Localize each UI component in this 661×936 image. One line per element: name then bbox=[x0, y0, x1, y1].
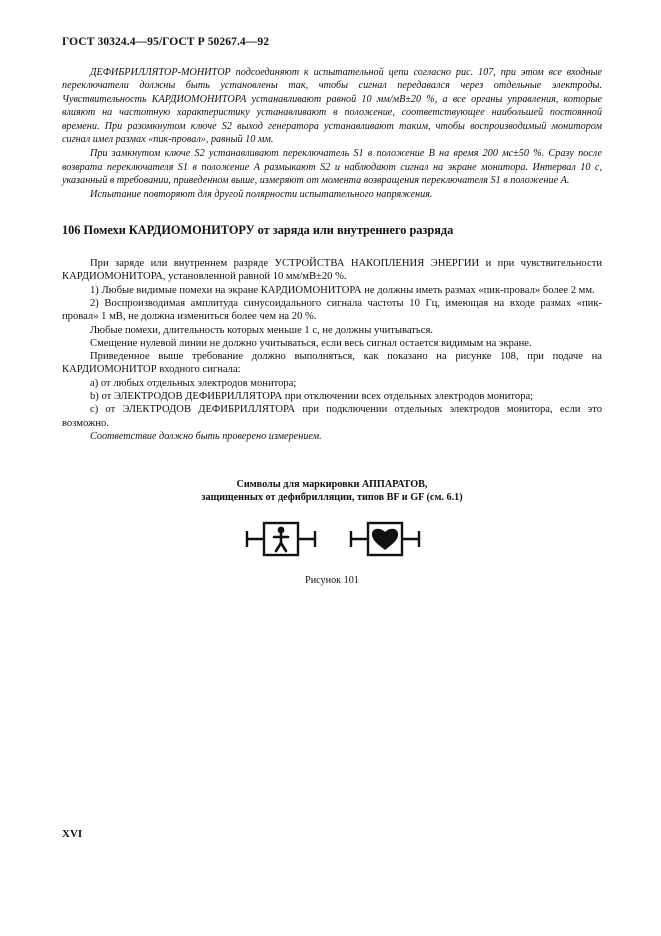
figure-caption-line-1: Символы для маркировки АППАРАТОВ, bbox=[236, 479, 428, 491]
figure-label: Рисунок 101 bbox=[305, 574, 359, 586]
symbol-row bbox=[62, 519, 602, 563]
section-paragraph: 2) Воспроизводимая амплитуда синусоидального сигнала частоты 10 Гц, имеющая на входе размах «пик-провал» 1 мВ, не должна измениться более чем на 20 %. bbox=[62, 297, 602, 323]
section-paragraph: Приведенное выше требование должно выполняться, как показано на рисунке 108, при подаче на КАРДИОМОНИТОР входного сигнала: bbox=[62, 351, 602, 376]
list-item-c: c) от ЭЛЕКТРОДОВ ДЕФИБРИЛЛЯТОРА при подключении отдельных электродов монитора, если это возможно. bbox=[62, 404, 602, 429]
intro-paragraph-3: Испытание повторяют для другой полярности испытательного напряжения. bbox=[90, 188, 433, 200]
cf-defib-proof-icon bbox=[349, 519, 421, 559]
bf-defib-proof-icon bbox=[245, 519, 317, 559]
section-paragraph: При заряде или внутреннем разряде УСТРОЙСТВА НАКОПЛЕНИЯ ЭНЕРГИИ и при чувствительности КАРДИОМОНИТОРА, установленной равной 10 мм/мВ±20 %. bbox=[62, 258, 602, 283]
running-header: ГОСТ 30324.4—95/ГОСТ Р 50267.4—92 bbox=[62, 36, 270, 48]
section-paragraph: Любые помехи, длительность которых меньше 1 с, не должны учитываться. bbox=[90, 324, 433, 336]
figure-caption-line-2: защищенных от дефибрилляции, типов BF и GF (см. 6.1) bbox=[201, 491, 463, 503]
conformance-note: Соответствие должно быть проверено измерением. bbox=[90, 430, 322, 442]
intro-paragraph-2: При замкнутом ключе S2 устанавливают переключатель S1 в положение B на время 200 мс±50 %. Сразу после возврата переключателя S1 в положение A размыкают S2 и наблюдают сигнал на экране монитора. Интервал 10 с, указанный в требовании, приведенном выше, измеряют от момента возвращения переключателя S1 в положение A. bbox=[62, 148, 602, 187]
section-paragraph: Смещение нулевой линии не должно учитываться, если весь сигнал остается видимым на экране. bbox=[90, 337, 532, 349]
page-number: XVI bbox=[62, 828, 83, 840]
list-item-a: a) от любых отдельных электродов монитора; bbox=[90, 377, 297, 389]
section-paragraph: 1) Любые видимые помехи на экране КАРДИОМОНИТОРА не должны иметь размах «пик-провал» более 2 мм. bbox=[90, 284, 595, 296]
figure-101 bbox=[62, 479, 602, 585]
document-page bbox=[62, 36, 602, 586]
intro-paragraph-1: ДЕФИБРИЛЛЯТОР-МОНИТОР подсоединяют к испытательной цепи согласно рис. 107, при этом все входные переключатели должны быть установлены так, чтобы сигнал передавался через отдельные электроды. Чувствительность КАРДИОМОНИТОРА устанавливают равной 10 мм/мВ±20 %, а все органы управления, которые влияют на частотную характеристику устанавливают в положение, соответствующее наибольшей постоянной времени. При разомкнутом ключе S2 выход генератора устанавливают таким, чтобы воспроизводимый монитором сигнал имел размах «пик-провал», равный 10 мм. bbox=[62, 67, 602, 146]
list-item-b: b) от ЭЛЕКТРОДОВ ДЕФИБРИЛЛЯТОРА при отключении всех отдельных электродов монитора; bbox=[90, 391, 534, 403]
section-heading: 106 Помехи КАРДИОМОНИТОРУ от заряда или внутреннего разряда bbox=[62, 223, 454, 238]
